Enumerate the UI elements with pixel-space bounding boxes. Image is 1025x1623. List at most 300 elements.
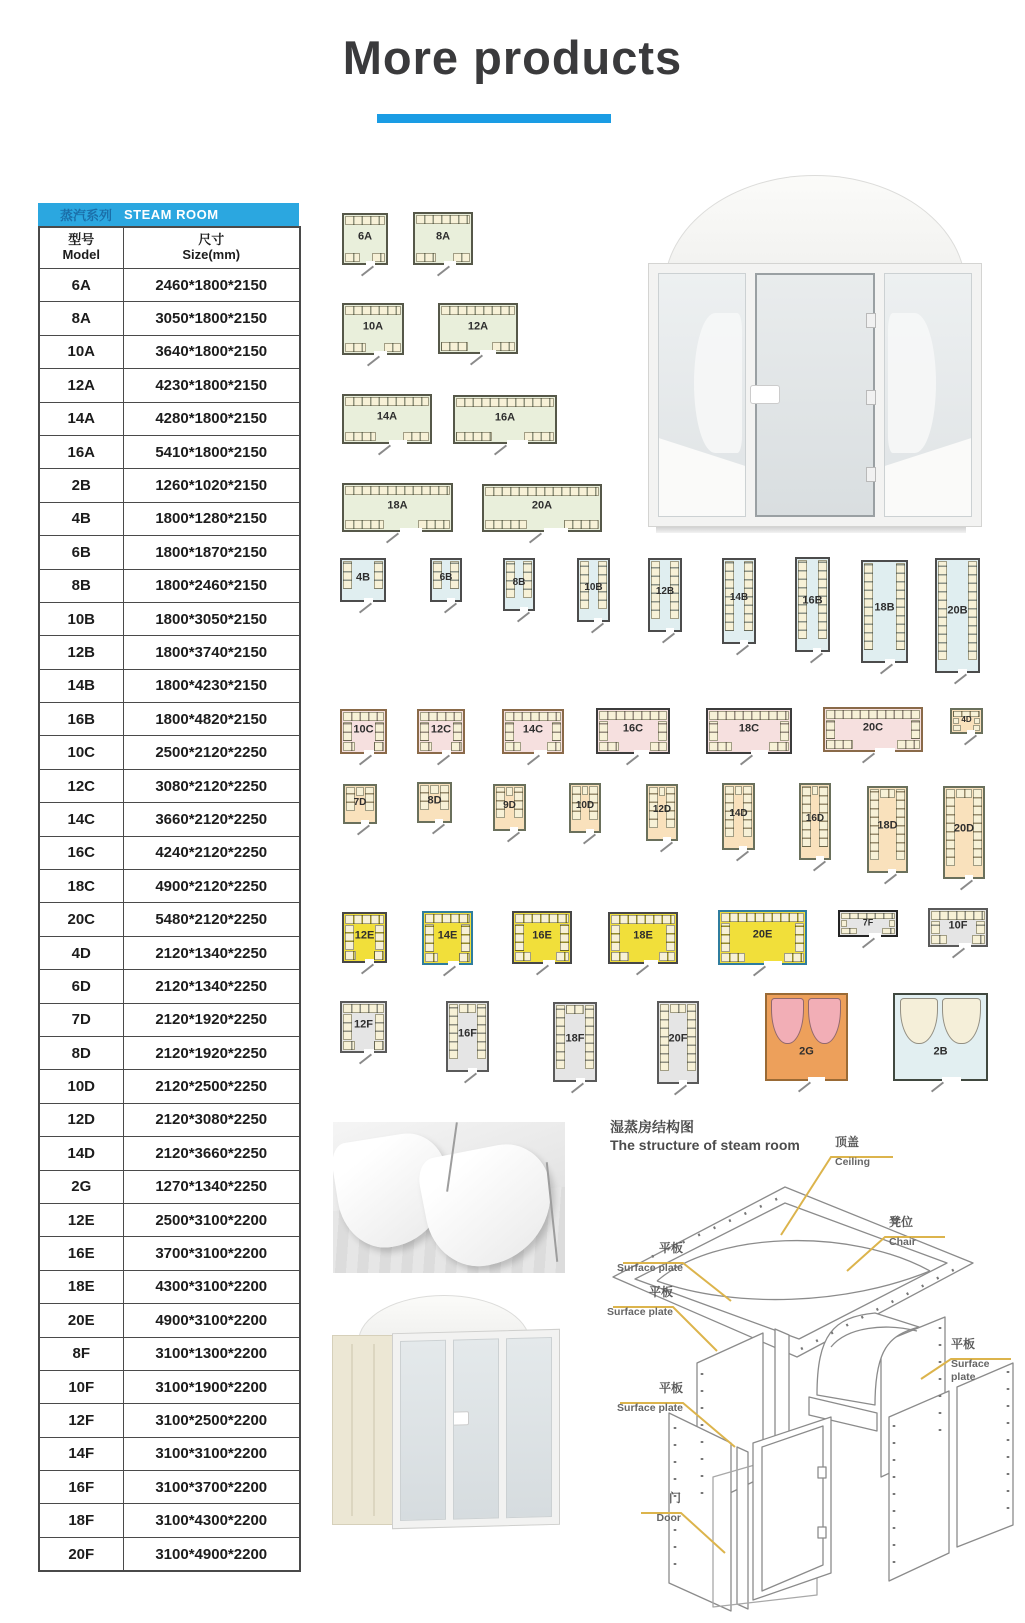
seat-row [611,952,629,961]
seat-column [743,786,752,837]
column-header-model: 型号 Model [39,227,123,269]
seat-row [416,215,470,224]
size-cell: 4900*2120*2250 [123,870,300,903]
structure-label-sp4: 平板 Surface plate [617,1381,683,1414]
door-swing-line [810,653,823,664]
plan-label: 7D [353,796,367,808]
structure-label-sp3: 平板 Surface plate [951,1337,990,1384]
plan-label: 16D [805,812,825,824]
door-swing-line [361,266,374,277]
door-swing-line [960,880,973,891]
door-gap [364,598,373,602]
seat-column [345,925,354,950]
seat-column [896,789,905,860]
seat-row [882,928,895,934]
door-gap [361,820,369,824]
plan-label: 20E [752,928,773,941]
size-cell: 1800*2460*2150 [123,569,300,602]
model-cell: 10F [39,1370,123,1403]
structure-label-sp1: 平板 Surface plate [617,1241,683,1274]
model-cell: 12A [39,369,123,402]
floor-plan-14E [422,911,473,965]
seat-column [461,924,470,952]
plan-label: 18C [738,722,760,735]
seat-row [356,787,364,796]
floor-plan-12B [648,558,682,632]
seat-column [795,923,804,952]
large-seat [771,998,804,1044]
seat-column [556,1005,565,1069]
floor-plan-8A [413,212,473,265]
seat-column [889,920,895,927]
door-swing-line [660,842,673,853]
seat-column [651,561,660,619]
large-seat [808,998,841,1044]
door-gap [544,528,568,532]
seat-row [451,742,462,751]
plan-label: 8A [435,230,451,243]
door-gap [666,628,674,632]
model-cell: 16B [39,703,123,736]
seat-row [566,1005,584,1014]
door-gap [520,607,528,611]
seat-column [552,722,561,741]
seat-row [425,914,470,923]
plan-label: 9D [503,799,516,811]
seat-column [453,722,462,741]
seat-column [649,787,658,828]
model-cell: 18F [39,1504,123,1537]
model-cell: 14F [39,1437,123,1470]
seat-column [496,787,505,818]
seat-row [709,711,789,720]
model-cell: 10D [39,1070,123,1103]
door-gap [816,856,824,860]
door-swing-line [517,612,530,623]
floor-plan-18A [342,483,453,532]
door-hinge [866,467,876,482]
page-title: More products [342,31,683,84]
seat-column [709,721,718,741]
plan-label: 10C [353,723,374,736]
model-cell: 8D [39,1036,123,1069]
door-gap [885,659,894,663]
floor-plan-12D [646,784,678,841]
seat-column [514,787,523,818]
door-swing-line [931,1082,944,1093]
seat-row [343,1004,384,1013]
floor-plan-14A [342,394,432,444]
seat-row [599,742,619,751]
model-cell: 12D [39,1103,123,1136]
seat-column [374,561,383,589]
cabin-right-window [884,273,972,517]
seat-row [826,740,853,749]
seat-row [505,742,521,751]
size-cell: 2120*1920*2250 [123,1003,300,1036]
structure-label-door: 门 Door [656,1491,681,1524]
plan-label: 18A [387,499,408,512]
seat-column [598,561,607,609]
seat-row [418,520,450,529]
seat-column [343,561,352,589]
door-swing-line [583,834,596,845]
plan-label: 16A [494,411,516,424]
plan-label: 14C [522,723,544,736]
door-swing-line [464,1073,477,1084]
seat-column [976,921,985,934]
door-swing-line [359,755,372,766]
plan-label: 20F [668,1032,688,1045]
structure-label-sp2: 平板 Surface plate [607,1285,673,1318]
seat-row [826,710,920,719]
door-swing-line [529,533,542,544]
seat-column [433,561,442,589]
door-gap [634,750,649,754]
seat-row [459,953,470,962]
floor-plan-8D [417,782,452,823]
seat-column [658,721,667,741]
size-cell: 3100*1900*2200 [123,1370,300,1403]
seat-row [345,306,401,315]
seat-row [430,785,439,794]
seat-column [670,561,679,619]
seat-row [650,742,667,751]
door-swing-line [964,735,977,746]
seat-column [826,720,835,739]
door-gap [576,1078,585,1082]
floor-plan-20F [657,1001,699,1084]
size-cell: 2120*3660*2250 [123,1137,300,1170]
door-gap [507,440,528,444]
door-gap [739,846,747,850]
floor-plan-12F [340,1001,387,1053]
door-swing-line [361,964,374,975]
floor-plan-7F [838,910,898,937]
model-cell: 6A [39,269,123,302]
door-swing-line [443,966,456,977]
plan-label: 20D [953,822,975,835]
structure-label-ceiling: 顶盖 Ceiling [835,1135,871,1168]
seat-column [477,1004,486,1059]
seat-column [449,1004,458,1059]
plan-label: 10F [948,919,968,932]
door-gap [959,943,971,947]
seat-row [506,787,513,796]
seat-column [375,722,384,741]
door-swing-line [954,674,967,685]
door-gap [679,1080,687,1084]
size-cell: 3100*4300*2200 [123,1504,300,1537]
seat-row [345,486,450,495]
door-swing-line [736,645,749,656]
seat-row [972,935,985,944]
door-gap [442,750,452,754]
size-cell: 1800*4230*2150 [123,669,300,702]
plan-label: 12C [430,723,452,736]
seat-column [666,925,675,951]
plan-label: 12B [655,586,675,598]
floor-shadow [656,527,966,533]
model-cell: 18E [39,1270,123,1303]
model-cell: 20C [39,903,123,936]
seat-column [560,924,569,951]
seat-column [343,1014,352,1040]
door-swing-line [357,825,370,836]
model-cell: 14D [39,1137,123,1170]
model-cell: 14A [39,402,123,435]
seat-column [585,1005,594,1069]
seat-row [953,725,961,731]
model-cell: 18C [39,870,123,903]
door-gap [751,750,768,754]
seat-column [425,924,434,952]
seat-column [343,722,352,741]
size-cell: 4280*1800*2150 [123,402,300,435]
plan-label: 18F [565,1032,585,1045]
seat-row [956,789,972,798]
column-header-size: 尺寸 Size(mm) [123,227,300,269]
seat-row [485,520,527,529]
size-cell: 1800*4820*2150 [123,703,300,736]
door-swing-line [674,1085,687,1096]
seat-column [819,786,828,847]
door-hinge [866,313,876,328]
seat-row [492,342,515,351]
door-swing-line [359,1054,372,1065]
door-swing-line [626,755,639,766]
seat-column [666,787,675,828]
door-gap [435,819,443,823]
door-swing-line [862,938,875,949]
door-swing-line [571,1083,584,1094]
door-gap [534,750,546,754]
plan-label: 18B [874,601,895,614]
seat-column [802,786,811,847]
seat-row [880,789,895,798]
seat-row [524,432,554,441]
cabin-front [392,1329,560,1529]
model-cell: 16C [39,836,123,869]
structure-label-chair: 凳位 Chair [889,1215,916,1248]
plan-label: 20B [947,604,968,617]
door-gap [813,648,821,652]
seat-row [343,712,384,721]
seats-photo [333,1122,565,1273]
door-swing-line [740,755,753,766]
model-cell: 10B [39,602,123,635]
structure-diagram [585,1095,1025,1615]
door-swing-line [753,966,766,977]
door-swing-line [536,965,549,976]
size-cell: 1800*3740*2150 [123,636,300,669]
floor-plan-2B [893,993,988,1081]
model-cell: 16A [39,435,123,468]
seat-column [725,561,734,631]
seat-column [818,560,827,639]
size-cell: 3100*4900*2200 [123,1537,300,1571]
seat-column [953,718,959,724]
floor-plan-7D [343,784,377,824]
model-cell: 2G [39,1170,123,1203]
large-seat [942,998,980,1044]
seat-row [659,787,665,796]
size-cell: 3100*3700*2200 [123,1471,300,1504]
series-name-en: STEAM ROOM [124,207,219,222]
seat-row [599,711,667,720]
model-cell: 12B [39,636,123,669]
size-cell: 4900*3100*2200 [123,1304,300,1337]
plan-label: 18E [633,929,653,942]
seat-row [784,953,804,962]
floor-plan-20C [823,707,923,752]
seat-column [968,561,977,660]
plan-label: 12A [467,320,489,333]
plan-label: 4B [355,571,371,584]
seat-column [973,789,982,866]
floor-plan-4B [340,558,386,602]
model-cell: 7D [39,1003,123,1036]
plan-label: 10A [362,320,384,333]
plan-label: 14A [376,410,398,423]
model-cell: 14C [39,803,123,836]
seat-column [841,920,847,927]
cabin-glass-door [755,273,875,517]
seat-row [582,786,588,795]
plan-label: 14E [437,929,458,942]
floor-plan-20A [482,484,602,532]
door-swing-line [862,753,875,764]
floor-plan-12E [342,912,387,963]
model-cell: 12F [39,1404,123,1437]
door-swing-line [952,948,965,959]
steam-room-angle-photo [330,1295,563,1535]
seat-row [709,742,732,751]
model-cell: 10C [39,736,123,769]
size-cell: 2460*1800*2150 [123,269,300,302]
seat-column [420,722,429,741]
seat-row [343,1041,355,1050]
cabin-side-panels [332,1335,394,1525]
floor-plan-10C [340,709,387,754]
seat-column [931,921,940,934]
floor-plan-18D [867,786,908,873]
floor-plan-18E [608,912,678,964]
seat-row [374,742,384,751]
seat-column [440,785,449,810]
door-swing-line [736,851,749,862]
model-cell: 4D [39,936,123,969]
seat-row [374,1041,384,1050]
seat-row [564,520,599,529]
door-swing-line [386,533,399,544]
seat-row [953,711,980,717]
front-glass-panel [400,1340,446,1521]
door-gap [510,827,518,831]
plan-label: 16F [458,1027,477,1040]
door-gap [942,1077,961,1081]
seat-row [659,952,675,961]
seat-row [670,1004,686,1013]
floor-plan-10D [569,783,601,833]
plan-label: 14B [729,591,749,603]
seat-column [725,786,734,837]
seat-column [375,1014,384,1040]
door-gap [448,961,458,965]
seat-row [769,742,789,751]
size-cell: 2120*2500*2250 [123,1070,300,1103]
seat-row [456,432,492,441]
seat-row [931,911,985,920]
door-swing-line [367,356,380,367]
seat-column [896,563,905,650]
floor-plan-16D [799,783,831,860]
seat-row [345,951,356,960]
size-cell: 5480*2120*2250 [123,903,300,936]
plan-label: 2B [933,1045,948,1058]
seat-row [343,742,355,751]
seat-row [420,742,432,751]
floor-plan-6A [342,213,388,265]
plan-label: 8B [512,576,526,588]
door-gap [958,669,967,673]
floor-plan-16F [446,1001,489,1072]
floor-plan-4D [950,708,983,734]
door-swing-line [359,603,372,614]
seat-row [374,951,384,960]
seat-column [420,785,429,810]
door-swing-line [813,861,826,872]
model-cell: 20E [39,1304,123,1337]
floor-plan-9D [493,784,526,831]
seat-column [580,561,589,609]
door-gap [764,961,782,965]
door-gap [389,440,407,444]
size-cell: 2120*1340*2250 [123,936,300,969]
size-cell: 3100*1300*2200 [123,1337,300,1370]
model-cell: 12E [39,1203,123,1236]
door-gap [365,959,374,963]
size-cell: 3700*3100*2200 [123,1237,300,1270]
seat-column [974,718,980,724]
model-cell: 16F [39,1471,123,1504]
model-cell: 8F [39,1337,123,1370]
structure-title-en: The structure of steam room [610,1137,800,1153]
model-cell: 10A [39,335,123,368]
door-gap [543,960,555,964]
floor-plan-16A [453,395,557,444]
seat-column [780,721,789,741]
seat-column [505,722,514,741]
door-swing-line [432,824,445,835]
floor-plan-16B [795,557,830,652]
floor-plan-12C [417,709,465,754]
floor-plan-14B [722,558,756,644]
size-cell: 4300*3100*2200 [123,1270,300,1303]
door-swing-line [470,355,483,366]
floor-plan-10B [577,558,610,622]
floor-plan-20B [935,558,980,673]
seat-row [456,398,554,407]
plan-label: 16E [532,929,552,942]
seat-row [441,306,515,315]
door-swing-line [494,445,507,456]
door-gap [586,829,594,833]
seat-column [589,786,598,820]
model-cell: 8A [39,302,123,335]
seat-column [515,924,524,951]
size-cell: 1800*3050*2150 [123,602,300,635]
